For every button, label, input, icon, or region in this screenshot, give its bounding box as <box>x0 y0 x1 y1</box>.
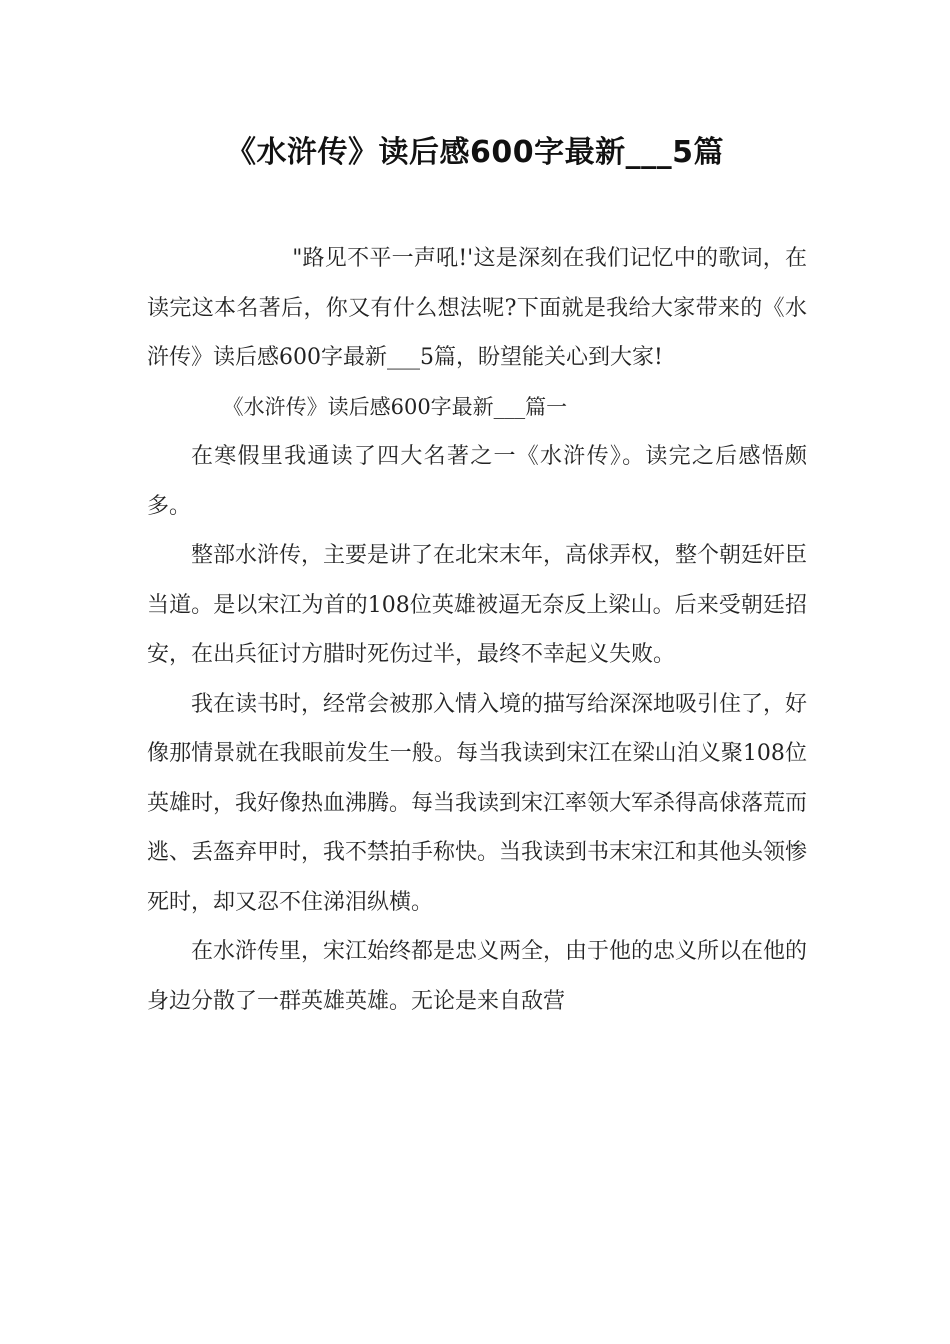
body-paragraph: 在水浒传里，宋江始终都是忠义两全，由于他的忠义所以在他的身边分散了一群英雄英雄。无论是来自敌营 <box>147 939 808 1014</box>
body-paragraph: 整部水浒传，主要是讲了在北宋末年，高俅弄权，整个朝廷奸臣当道。是以宋江为首的108位英雄被逼无奈反上梁山。后来受朝廷招安，在出兵征讨方腊时死伤过半，最终不幸起义失败。 <box>147 543 808 667</box>
section-heading: 《水浒传》读后感600字最新___篇一 <box>222 394 568 419</box>
document-title: 《水浒传》读后感600字最新___5篇 <box>226 135 724 170</box>
document-body <box>147 234 807 1026</box>
body-paragraph: 我在读书时，经常会被那入情入境的描写给深深地吸引住了，好像那情景就在我眼前发生一般。每当我读到宋江在梁山泊义聚108位英雄时，我好像热血沸腾。每当我读到宋江率领大军杀得高俅落荒而逃、丢盔弃甲时，我不禁拍手称快。当我读到书末宋江和其他头领惨死时，却又忍不住涕泪纵横。 <box>147 691 808 915</box>
body-paragraph: 在寒假里我通读了四大名著之一《水浒传》。读完之后感悟颇多。 <box>147 444 807 519</box>
intro-paragraph: "路见不平一声吼!'这是深刻在我们记忆中的歌词，在读完这本名著后，你又有什么想法呢?下面就是我给大家带来的《水浒传》读后感600字最新___5篇，盼望能关心到大家! <box>147 246 807 370</box>
